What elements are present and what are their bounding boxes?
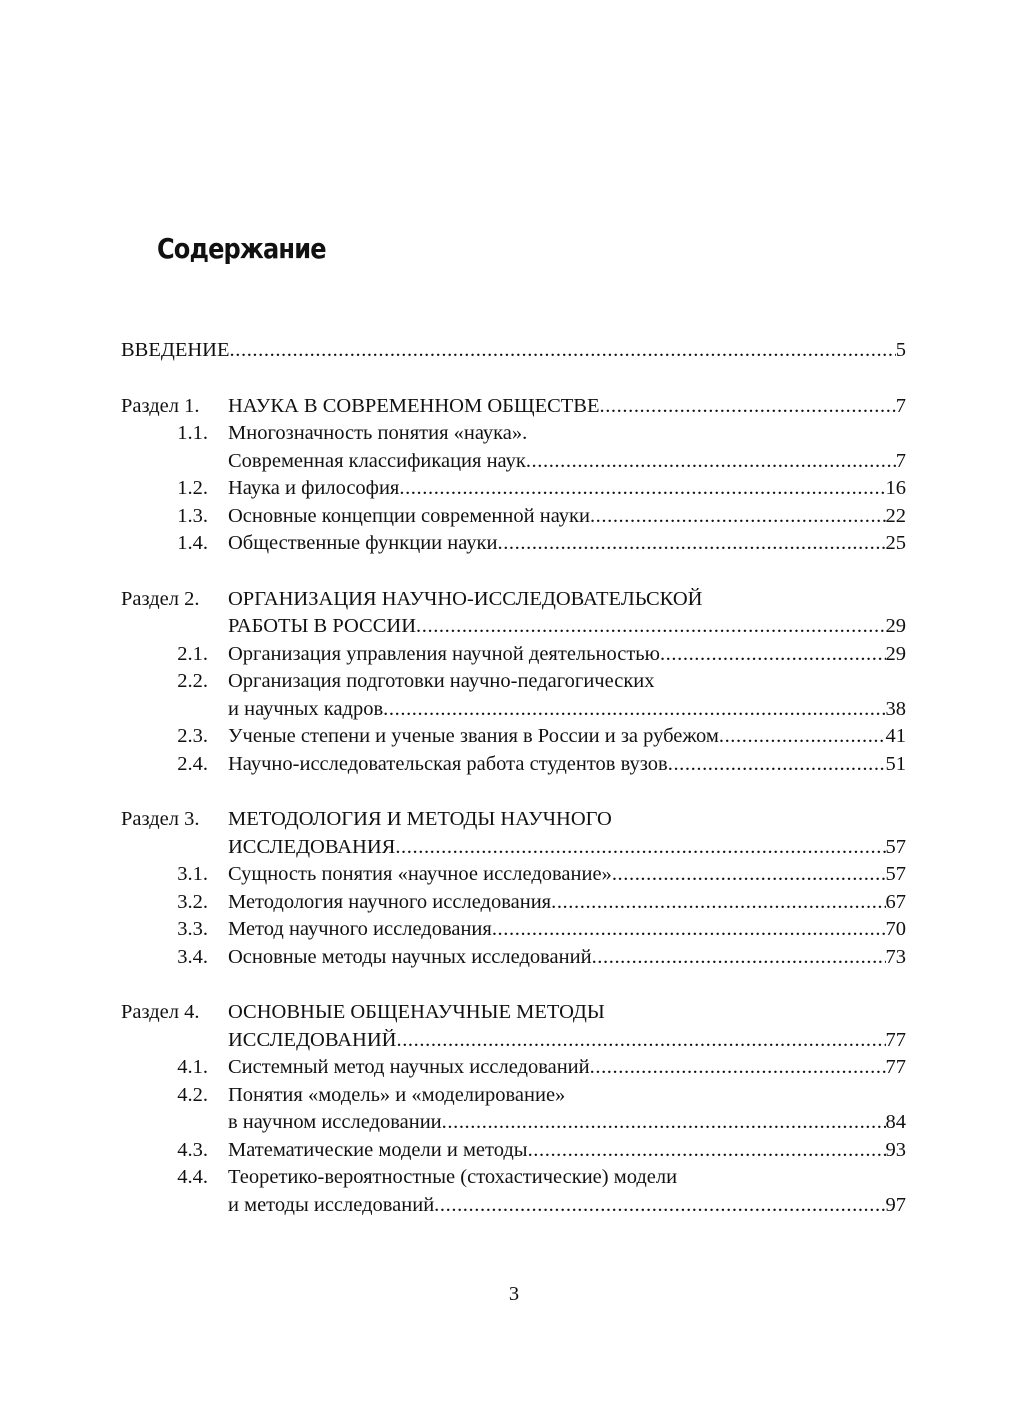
toc-entry-item (228, 503, 906, 530)
dot-leader (230, 337, 896, 364)
item-number: 1.1. (177, 422, 208, 444)
entry-text: ОРГАНИЗАЦИЯ НАУЧНО-ИССЛЕДОВАТЕЛЬСКОЙ (228, 587, 703, 610)
entry-text: и методы исследований (228, 1193, 435, 1216)
entry-page-number: 93 (885, 1138, 906, 1161)
toc-entry-item (228, 1054, 906, 1081)
toc-entry-section (228, 834, 906, 861)
toc-entry-section (228, 613, 906, 640)
entry-page-number: 67 (885, 890, 906, 913)
entry-text: Научно-исследовательская работа студентов вузов (228, 752, 668, 775)
toc-item-line (0, 1082, 1028, 1109)
toc-item-line (0, 1054, 1028, 1081)
page-title: Содержание (157, 232, 326, 265)
toc-item-line (0, 889, 1028, 916)
dot-leader (399, 475, 885, 502)
toc-item-line (0, 448, 1028, 475)
dot-leader (590, 503, 886, 530)
toc-line (0, 337, 1028, 364)
entry-page-number: 22 (885, 504, 906, 527)
dot-leader (660, 641, 886, 668)
toc-item-line (0, 1192, 1028, 1219)
item-number: 2.4. (177, 752, 208, 775)
entry-text: Понятия «модель» и «моделирование» (228, 1083, 566, 1106)
toc-entry-section (228, 1027, 906, 1054)
item-number: 1.3. (177, 504, 208, 527)
entry-text: Системный метод научных исследований (228, 1056, 590, 1078)
dot-leader (396, 1027, 885, 1054)
toc-section-line (0, 393, 1028, 420)
dot-leader (592, 944, 886, 971)
entry-text: Организация управления научной деятельностью (228, 642, 660, 665)
toc-entry-section (228, 393, 906, 420)
toc-item-line (0, 1109, 1028, 1136)
entry-text: Теоретико-вероятностные (стохастические) модели (228, 1166, 678, 1188)
toc-item-line (0, 723, 1028, 750)
toc-item-line (0, 641, 1028, 668)
toc-item-line (0, 861, 1028, 888)
toc-section-line (0, 806, 1028, 833)
dot-leader (434, 1192, 885, 1219)
entry-text: НАУКА В СОВРЕМЕННОМ ОБЩЕСТВЕ (228, 394, 600, 417)
entry-text: Основные методы научных исследований (228, 945, 592, 968)
entry-page-number: 7 (895, 394, 906, 417)
toc-entry-item (228, 861, 906, 888)
entry-text: ВВЕДЕНИЕ (121, 339, 230, 361)
dot-leader (383, 696, 885, 723)
dot-leader (719, 723, 886, 750)
entry-page-number: 51 (885, 752, 906, 775)
toc-entry-item (228, 1137, 906, 1164)
dot-leader (416, 613, 885, 640)
entry-text: Многозначность понятия «наука». (228, 422, 528, 444)
entry-text: Общественные функции науки (228, 532, 498, 554)
entry-text: в научном исследовании (228, 1111, 442, 1133)
dot-leader (599, 393, 895, 420)
entry-page-number: 57 (885, 835, 906, 858)
entry-text: Организация подготовки научно-педагогических (228, 670, 655, 692)
entry-page-number: 97 (885, 1193, 906, 1216)
entry-page-number: 29 (885, 615, 906, 637)
item-number: 3.2. (177, 890, 208, 913)
entry-page-number: 70 (885, 918, 906, 940)
toc-item-line (0, 751, 1028, 778)
item-number: 2.1. (177, 642, 208, 665)
item-number: 2.2. (177, 670, 208, 692)
toc-section-line (0, 999, 1028, 1026)
toc-section-line (0, 834, 1028, 861)
entry-page-number: 5 (895, 339, 906, 361)
entry-text: Ученые степени и ученые звания в России и за рубежом (228, 725, 719, 747)
dot-leader (590, 1054, 886, 1081)
toc-entry-item (228, 530, 906, 557)
section-label: Раздел 3. (121, 808, 200, 830)
item-number: 4.1. (177, 1056, 208, 1078)
entry-page-number: 77 (885, 1056, 906, 1078)
item-number: 4.2. (177, 1083, 208, 1106)
toc-item-line (0, 944, 1028, 971)
entry-text: ОСНОВНЫЕ ОБЩЕНАУЧНЫЕ МЕТОДЫ (228, 1001, 605, 1023)
item-number: 3.1. (177, 863, 208, 885)
item-number: 3.4. (177, 945, 208, 968)
toc-section-line (0, 613, 1028, 640)
entry-page-number: 38 (885, 697, 906, 720)
entry-text: ИССЛЕДОВАНИЯ (228, 835, 396, 858)
dot-leader (528, 1137, 886, 1164)
entry-text: Наука и философия (228, 477, 400, 499)
entry-text: Сущность понятия «научное исследование» (228, 863, 612, 885)
toc-item-line (0, 916, 1028, 943)
dot-leader (395, 834, 885, 861)
item-number: 1.4. (177, 532, 208, 554)
toc-entry-item (228, 1192, 906, 1219)
dot-leader (668, 751, 886, 778)
toc-section-line (0, 586, 1028, 613)
entry-page-number: 29 (885, 642, 906, 665)
toc-entry-item (228, 751, 906, 778)
dot-leader (442, 1109, 886, 1136)
item-number: 3.3. (177, 918, 208, 940)
toc-item-line (0, 475, 1028, 502)
entry-text: РАБОТЫ В РОССИИ (228, 615, 417, 637)
dot-leader (526, 448, 896, 475)
entry-page-number: 41 (885, 725, 906, 747)
entry-text: МЕТОДОЛОГИЯ И МЕТОДЫ НАУЧНОГО (228, 808, 612, 830)
toc-section-line (0, 1027, 1028, 1054)
entry-text: Метод научного исследования (228, 918, 492, 940)
toc-entry-item (228, 723, 906, 750)
toc-entry-item (228, 889, 906, 916)
entry-text: ИССЛЕДОВАНИЙ (228, 1028, 397, 1051)
dot-leader (492, 916, 886, 943)
toc-entry-introduction (121, 337, 906, 364)
toc-item-line (0, 696, 1028, 723)
item-number: 4.4. (177, 1166, 208, 1188)
toc-entry-item (228, 475, 906, 502)
entry-page-number: 77 (885, 1028, 906, 1051)
entry-page-number: 84 (885, 1111, 906, 1133)
entry-page-number: 73 (885, 945, 906, 968)
entry-page-number: 16 (885, 477, 906, 499)
toc-item-line (0, 530, 1028, 557)
section-label: Раздел 4. (121, 1001, 200, 1023)
entry-text: Методология научного исследования (228, 890, 552, 913)
toc-item-line (0, 503, 1028, 530)
item-number: 2.3. (177, 725, 208, 747)
page-number: 3 (508, 1283, 520, 1305)
item-number: 1.2. (177, 477, 208, 499)
entry-text: Математические модели и методы (228, 1138, 528, 1161)
section-label: Раздел 1. (121, 394, 200, 417)
entry-page-number: 7 (895, 449, 906, 472)
toc-entry-item (228, 448, 906, 475)
entry-text: Современная классификация наук (228, 449, 526, 472)
toc-entry-item (228, 944, 906, 971)
toc-entry-item (228, 696, 906, 723)
toc-item-line (0, 1137, 1028, 1164)
entry-text: и научных кадров (228, 697, 384, 720)
toc-item-line (0, 1164, 1028, 1191)
dot-leader (551, 889, 885, 916)
entry-page-number: 25 (885, 532, 906, 554)
toc-entry-item (228, 641, 906, 668)
item-number: 4.3. (177, 1138, 208, 1161)
toc-item-line (0, 668, 1028, 695)
toc-entry-item (228, 916, 906, 943)
dot-leader (612, 861, 886, 888)
dot-leader (497, 530, 885, 557)
toc-item-line (0, 420, 1028, 447)
entry-text: Основные концепции современной науки (228, 504, 590, 527)
section-label: Раздел 2. (121, 587, 200, 610)
entry-page-number: 57 (885, 863, 906, 885)
toc-entry-item (228, 1109, 906, 1136)
